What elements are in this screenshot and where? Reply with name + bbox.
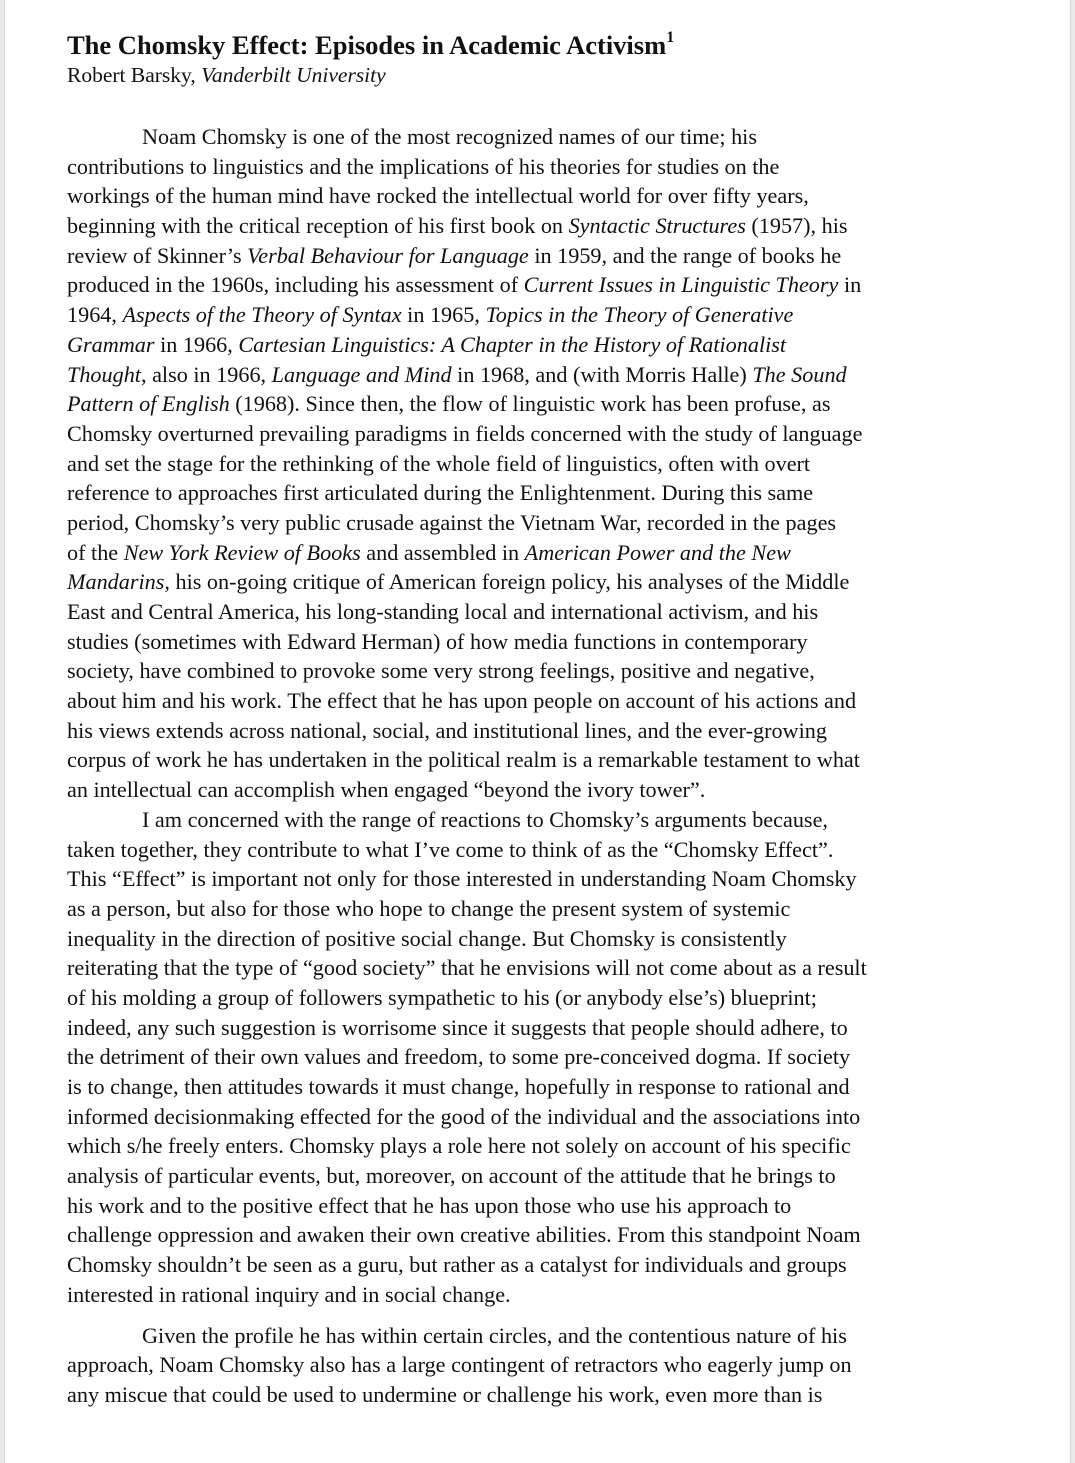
text-line xyxy=(67,1280,977,1310)
text-segment: interested in rational inquiry and in social change. xyxy=(67,1281,511,1307)
text-line xyxy=(67,389,977,419)
text-segment: I am concerned with the range of reactions to Chomsky’s arguments because, xyxy=(142,806,828,832)
text-line xyxy=(67,181,977,211)
text-line xyxy=(67,478,977,508)
text-line xyxy=(67,627,977,657)
text-segment: approach, Noam Chomsky also has a large contingent of retractors who eagerly jump on xyxy=(67,1352,852,1378)
text-line xyxy=(67,835,977,865)
text-line xyxy=(67,538,977,568)
text-line xyxy=(67,1220,977,1250)
text-line xyxy=(67,1350,977,1380)
text-line xyxy=(67,1072,977,1102)
text-line xyxy=(67,241,977,271)
text-segment: , his on-going critique of American foreign policy, his analyses of the Middle xyxy=(164,569,850,595)
text-segment: This “Effect” is important not only for those interested in understanding Noam Chomsky xyxy=(67,866,857,892)
text-line xyxy=(67,805,977,835)
text-segment: his views extends across national, social, and institutional lines, and the ever-growing xyxy=(67,717,827,743)
text-line xyxy=(67,152,977,182)
text-segment: (1957), his xyxy=(745,213,848,239)
text-line xyxy=(67,419,977,449)
text-segment: taken together, they contribute to what I’ve come to think of as the “Chomsky Effect”. xyxy=(67,836,834,862)
document-body xyxy=(67,122,977,1410)
text-line xyxy=(67,360,977,390)
text-line xyxy=(67,567,977,597)
italic-title-text: Pattern of English xyxy=(67,391,230,417)
text-segment: , also in 1966, xyxy=(140,361,272,387)
text-line xyxy=(67,1131,977,1161)
text-segment: which s/he freely enters. Chomsky plays a role here not solely on account of his specific xyxy=(67,1133,851,1159)
document-page xyxy=(4,0,1071,1463)
author-affiliation: Vanderbilt University xyxy=(201,63,386,87)
text-line xyxy=(67,1161,977,1191)
text-segment: about him and his work. The effect that he has upon people on account of his actions and xyxy=(67,688,857,714)
text-line xyxy=(67,597,977,627)
document-title xyxy=(67,29,977,61)
text-segment: in 1966, xyxy=(154,331,239,357)
text-segment: informed decisionmaking effected for the good of the individual and the associations into xyxy=(67,1103,861,1129)
document-content xyxy=(67,29,977,1410)
paragraph xyxy=(67,805,977,1310)
text-segment: Chomsky shouldn’t be seen as a guru, but rather as a catalyst for individuals and groups xyxy=(67,1252,847,1278)
text-line xyxy=(67,1191,977,1221)
text-line xyxy=(67,775,977,805)
text-segment: East and Central America, his long-standing local and international activism, and his xyxy=(67,599,819,624)
text-line xyxy=(67,864,977,894)
text-line xyxy=(67,1102,977,1132)
text-line xyxy=(67,1321,977,1351)
italic-title-text: Verbal Behaviour for Language xyxy=(247,242,529,268)
text-line xyxy=(67,924,977,954)
text-line xyxy=(67,330,977,360)
text-segment: contributions to linguistics and the implications of his theories for studies on the xyxy=(67,153,780,179)
text-segment: society, have combined to provoke some very strong feelings, positive and negative, xyxy=(67,658,815,684)
text-segment: in xyxy=(838,272,862,298)
text-segment: reference to approaches first articulated during the Enlightenment. During this same xyxy=(67,480,814,506)
italic-title-text: Grammar xyxy=(67,331,155,357)
text-segment: in 1965, xyxy=(401,302,486,328)
text-segment: reiterating that the type of “good society” that he envisions will not come about as a result xyxy=(67,955,867,981)
text-segment: review of Skinner’s xyxy=(67,242,248,268)
text-segment: 1964, xyxy=(67,302,123,328)
paragraph xyxy=(67,1321,977,1410)
italic-title-text: New York Review of Books xyxy=(123,539,361,565)
text-segment: corpus of work he has undertaken in the political realm is a remarkable testament to what xyxy=(67,747,860,773)
text-segment: as a person, but also for those who hope to change the present system of systemic xyxy=(67,895,791,921)
text-segment: workings of the human mind have rocked the intellectual world for over fifty years, xyxy=(67,183,809,209)
text-segment: and assembled in xyxy=(360,539,525,565)
text-line xyxy=(67,449,977,479)
text-line xyxy=(67,1013,977,1043)
text-segment: analysis of particular events, but, moreover, on account of the attitude that he brings to xyxy=(67,1163,836,1189)
text-segment: Noam Chomsky is one of the most recognized names of our time; his xyxy=(142,124,757,149)
text-segment: (1968). Since then, the flow of linguistic work has been profuse, as xyxy=(229,391,831,417)
text-line xyxy=(67,122,977,152)
text-segment: is to change, then attitudes towards it must change, hopefully in response to rational and xyxy=(67,1074,850,1099)
text-line xyxy=(67,983,977,1013)
text-segment: in 1968, and (with Morris Halle) xyxy=(451,361,753,387)
text-segment: produced in the 1960s, including his assessment of xyxy=(67,272,524,298)
text-line xyxy=(67,211,977,241)
text-line xyxy=(67,953,977,983)
italic-title-text: Aspects of the Theory of Syntax xyxy=(122,302,402,328)
text-segment: the detriment of their own values and freedom, to some pre-conceived dogma. If society xyxy=(67,1044,851,1070)
paragraph xyxy=(67,122,977,805)
title-text: The Chomsky Effect: Episodes in Academic Activism xyxy=(67,30,667,60)
text-line xyxy=(67,508,977,538)
italic-title-text: Current Issues in Linguistic Theory xyxy=(523,272,839,298)
byline xyxy=(67,61,977,89)
text-line xyxy=(67,716,977,746)
text-line xyxy=(67,656,977,686)
text-segment: and set the stage for the rethinking of the whole field of linguistics, often with overt xyxy=(67,450,811,476)
text-line xyxy=(67,270,977,300)
text-segment: his work and to the positive effect that he has upon those who use his approach to xyxy=(67,1192,792,1218)
text-segment: any miscue that could be used to undermine or challenge his work, even more than is xyxy=(67,1381,823,1407)
text-line xyxy=(67,894,977,924)
author-name: Robert Barsky, xyxy=(67,63,196,87)
text-segment: inequality in the direction of positive social change. But Chomsky is consistently xyxy=(67,925,787,951)
italic-title-text: Language and Mind xyxy=(271,361,452,387)
text-line xyxy=(67,1250,977,1280)
text-segment: indeed, any such suggestion is worrisome since it suggests that people should adhere, to xyxy=(67,1014,848,1040)
text-segment: Given the profile he has within certain circles, and the contentious nature of his xyxy=(142,1322,847,1348)
italic-title-text: Topics in the Theory of Generative xyxy=(485,302,794,328)
text-segment: beginning with the critical reception of his first book on xyxy=(67,213,569,239)
text-segment: of his molding a group of followers sympathetic to his (or anybody else’s) blueprint; xyxy=(67,984,817,1010)
italic-title-text: Cartesian Linguistics: A Chapter in the History of Rationalist xyxy=(238,331,787,357)
italic-title-text: The Sound xyxy=(752,361,847,387)
text-line xyxy=(67,745,977,775)
italic-title-text: Thought xyxy=(67,361,141,387)
text-line xyxy=(67,1380,977,1410)
text-segment: period, Chomsky’s very public crusade against the Vietnam War, recorded in the pages xyxy=(67,509,837,535)
text-segment: in 1959, and the range of books he xyxy=(528,242,842,268)
italic-title-text: Syntactic Structures xyxy=(568,213,746,239)
text-line xyxy=(67,300,977,330)
text-segment: challenge oppression and awaken their own creative abilities. From this standpoint Noam xyxy=(67,1222,861,1248)
text-segment: an intellectual can accomplish when engaged “beyond the ivory tower”. xyxy=(67,777,706,803)
footnote-marker[interactable]: 1 xyxy=(666,29,675,47)
text-line xyxy=(67,1042,977,1072)
text-line xyxy=(67,686,977,716)
text-segment: studies (sometimes with Edward Herman) of how media functions in contemporary xyxy=(67,628,808,654)
text-segment: of the xyxy=(67,539,124,565)
text-segment: Chomsky overturned prevailing paradigms in fields concerned with the study of language xyxy=(67,420,863,446)
italic-title-text: Mandarins xyxy=(67,569,165,595)
italic-title-text: American Power and the New xyxy=(524,539,791,565)
